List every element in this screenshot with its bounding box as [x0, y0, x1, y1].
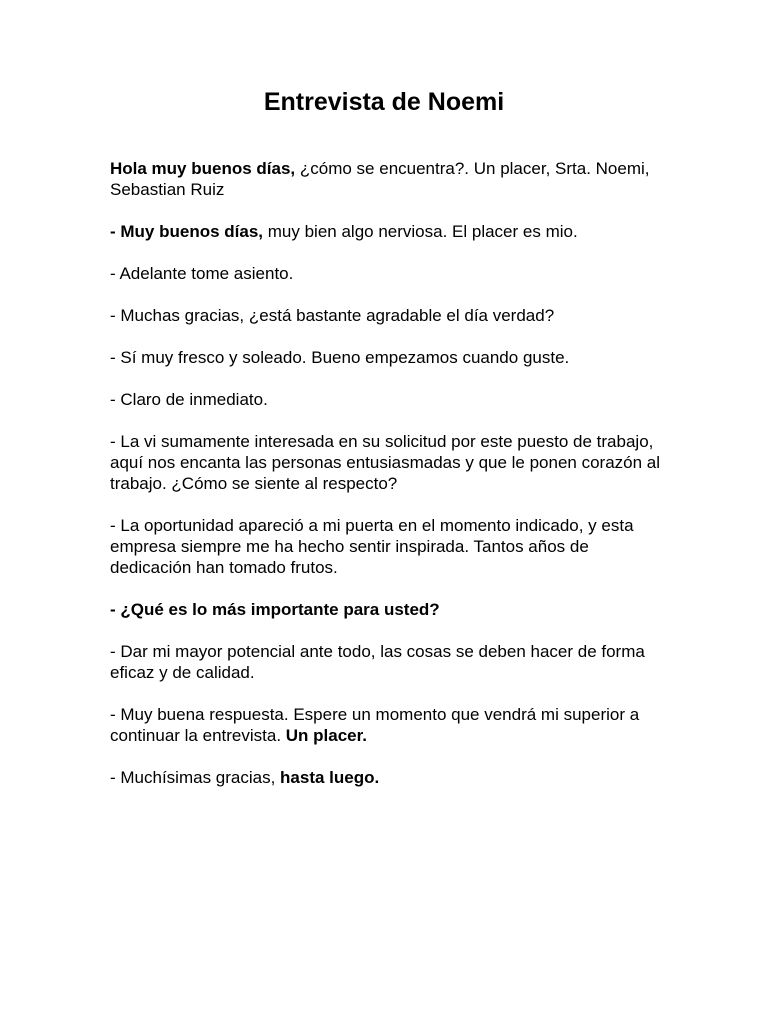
paragraph-8 — [110, 515, 670, 578]
paragraph-bold-lead: - ¿Qué es lo más importante para usted? — [110, 600, 440, 619]
paragraph-text: - Muchas gracias, ¿está bastante agradable el día verdad? — [110, 306, 555, 325]
paragraph-5 — [110, 347, 670, 368]
paragraph-12 — [110, 767, 670, 788]
paragraph-bold-lead: Hola muy buenos días, — [110, 159, 296, 178]
paragraph-text: - Claro de inmediato. — [110, 390, 268, 409]
paragraph-text: - La vi sumamente interesada en su solicitud por este puesto de trabajo, aquí nos encanta las personas entusiasmadas y que le ponen corazón al trabajo. ¿Cómo se siente al respecto? — [110, 432, 661, 493]
paragraph-3 — [110, 263, 670, 284]
paragraph-6 — [110, 389, 670, 410]
paragraph-text: muy bien algo nerviosa. El placer es mio. — [263, 222, 578, 241]
paragraph-11 — [110, 704, 670, 746]
paragraph-bold-lead: - Muy buenos días, — [110, 222, 264, 241]
paragraph-4 — [110, 305, 670, 326]
paragraph-10 — [110, 641, 670, 683]
paragraph-text: - Muchísimas gracias, — [110, 768, 281, 787]
paragraph-text: - Muy buena respuesta. Espere un momento que vendrá mi superior a continuar la entrevista. — [110, 705, 640, 745]
paragraph-7 — [110, 431, 670, 494]
paragraph-text: ¿cómo se encuentra?. Un placer, Srta. Noemi, Sebastian Ruiz — [110, 159, 650, 199]
document-body — [110, 158, 670, 809]
paragraph-bold-tail: Un placer. — [285, 726, 368, 745]
paragraph-text: - Adelante tome asiento. — [110, 264, 294, 283]
paragraph-1 — [110, 158, 670, 200]
paragraph-text: - Dar mi mayor potencial ante todo, las cosas se deben hacer de forma eficaz y de calidad. — [110, 642, 645, 682]
paragraph-9 — [110, 599, 670, 620]
paragraph-bold-tail: hasta luego. — [280, 768, 380, 787]
paragraph-2 — [110, 221, 670, 242]
paragraph-text: - Sí muy fresco y soleado. Bueno empezamos cuando guste. — [110, 348, 570, 367]
paragraph-text: - La oportunidad apareció a mi puerta en el momento indicado, y esta empresa siempre me ha hecho sentir inspirada. Tantos años de dedicación han tomado frutos. — [110, 516, 634, 577]
document-title: Entrevista de Noemi — [263, 88, 505, 116]
